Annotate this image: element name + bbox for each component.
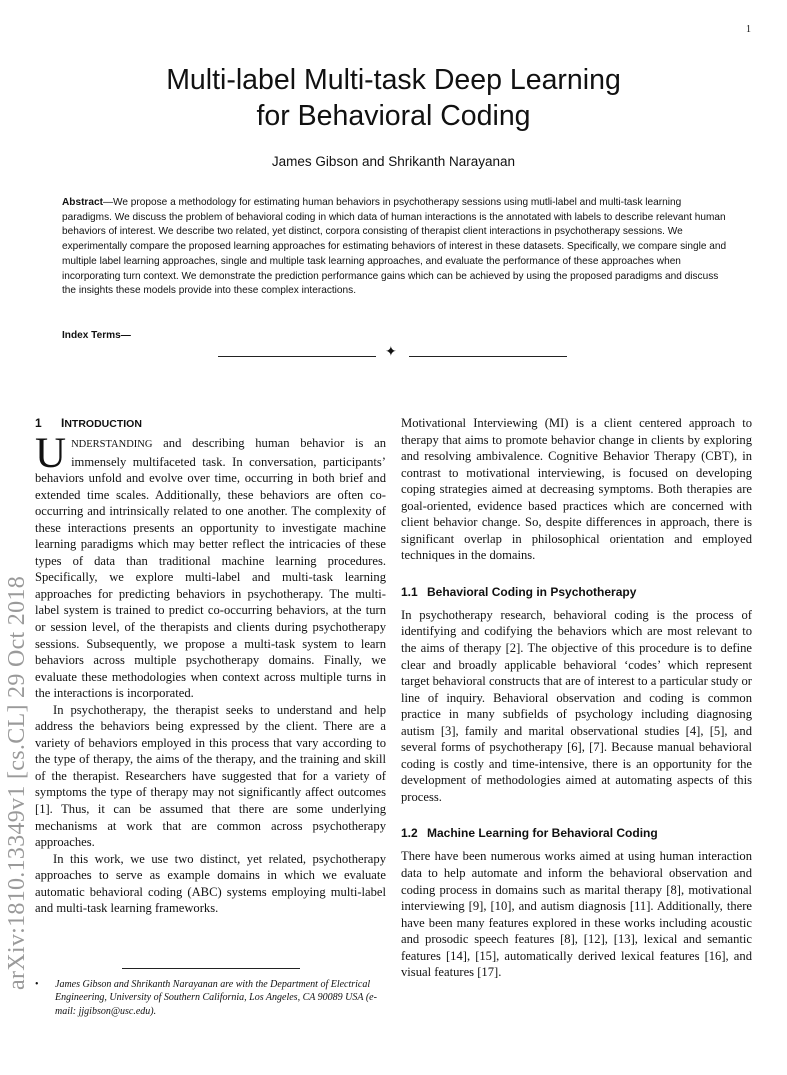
footnote-rule bbox=[122, 968, 300, 969]
title-line-2: for Behavioral Coding bbox=[256, 100, 531, 132]
intro-paragraph-1-text: and describing human behavior is an immensely multifaceted task. In conversation, participants’ behaviors unfold and evolve over time, occurring in both brief and extended time scales. Additionally, these behaviors are often co-occurring and intrinsically related to one another. The complexity of these interactions presents an opportunity to investigate machine learning paradigms which may better reflect the intricacies of these types of data than traditional machine learning procedures. Specifically, we explore multi-label and multi-task learning approaches for predicting behaviors in psychotherapy. The multi-label system is trained to predict co-occurring behaviors, at the turn or session level, of the therapists and clients during psychotherapy sessions. Subsequently, we propose a multi-task system to learn behaviors across multiple psychotherapy domains. Finally, we evaluate these methodologies when context across multiple turns in the interactions is incorporated. bbox=[35, 436, 386, 701]
subsection-number: 1.2 bbox=[401, 826, 418, 841]
footnote-text: James Gibson and Shrikanth Narayanan are with the Department of Electrical Engineering, University of Southern California, Los Angeles, CA 90089 USA (e-mail: jjgibson@usc.edu). bbox=[55, 979, 377, 1017]
behavioral-coding-paragraph: In psychotherapy research, behavioral coding is the process of identifying and codifying the behaviors which are most relevant to the aims of therapy [2]. The objective of this procedure is to define clear and broadly applicable behavioral ‘codes’ which represent target behavioral constructs that are of interest to a particular study or line of inquiry. Behavioral observation and coding is common practice in many subfields of psychology including diagnosing autism [3], family and marital observational studies [4], [5], and several forms of psychotherapy [6], [7]. Because manual behavioral coding is costly and time-intensive, there is an opportunity for the development of methodologies aimed at automating aspects of this process. bbox=[401, 607, 752, 804]
intro-paragraph-2: In psychotherapy, the therapist seeks to understand and help address the behaviors being expressed by the client. There are a variety of behaviors employed in this process that vary according to the type of therapy, the aims of the therapy, and the training and skill of the therapist. Researchers have suggested that for a variety of symptoms the type of therapy may not significantly affect outcomes [1]. Thus, it can be assumed that there are some underlying mechanisms at work that are common across psychotherapy approaches. bbox=[35, 702, 386, 850]
intro-smallcaps: NDERSTANDING bbox=[71, 439, 153, 450]
subsection-number: 1.1 bbox=[401, 584, 418, 599]
title-line-1: Multi-label Multi-task Deep Learning bbox=[166, 64, 621, 96]
subsection-title: Machine Learning for Behavioral Coding bbox=[427, 826, 658, 841]
intro-paragraph-3: In this work, we use two distinct, yet related, psychotherapy approaches to serve as example domains in which we evaluate automatic behavioral coding (ABC) systems employing multi-label and multi-task learning frameworks. bbox=[35, 851, 386, 916]
intro-paragraph-4: Motivational Interviewing (MI) is a client centered approach to therapy that aims to promote behavior change in clients by exploring and resolving ambivalence. Cognitive Behavior Therapy (CBT), in contrast to motivational interviewing, is focused on developing coping strategies aimed at decreasing symptoms. Both therapies are goal-oriented, evidence based practices which are concerned with client behavior change. So, despite differences in approach, there is significant overlap in philosophical orientation and employed techniques in the domains. bbox=[401, 416, 752, 563]
authors: James Gibson and Shrikanth Narayanan bbox=[271, 154, 516, 169]
footnote-bullet: • bbox=[35, 979, 39, 990]
machine-learning-paragraph: There have been numerous works aimed at using human interaction data to help automate and inform the behavioral observation and coding process in domains such as marital therapy [8], motivational interviewing [9], [10], and autism diagnosis [11]. Additionally, there have been many features explored in these works including acoustic and prosodic speech features [8], [12], [13], lexical and semantic features [14], [15], automatically derived lexical features [16], and visual features [17]. bbox=[401, 849, 752, 980]
divider-line-left bbox=[218, 356, 376, 357]
arxiv-stamp: arXiv:1810.13349v1 [cs.CL] 29 Oct 2018 bbox=[4, 575, 30, 990]
abstract bbox=[62, 196, 728, 299]
abstract-text: —We propose a methodology for estimating human behaviors in psychotherapy sessions using mutli-label and multi-task learning paradigms. We discuss the problem of behavioral coding in which data of human interactions is the annotated with labels to describe relevant human behaviors of interest. We describe two related, yet distinct, corpora consisting of therapist client interactions in psychotherapy sessions. We experimentally compare the proposed learning approaches for estimating behaviors of interest in these datasets. Specifically, we compare single and multiple label learning approaches, single and multiple task learning approaches, and evaluate the performance of these approaches when incorporating turn context. We demonstrate the prediction performance gains which can be achieved by using the proposed paradigms and discuss the insights these models provide into these complex interactions. bbox=[62, 197, 727, 297]
divider-star-icon: ✦ bbox=[385, 344, 397, 360]
paper-title bbox=[60, 62, 727, 134]
section-title-initial: I bbox=[61, 416, 65, 430]
author-footnote bbox=[35, 978, 386, 1018]
right-column bbox=[401, 415, 752, 981]
left-column bbox=[35, 415, 386, 917]
abstract-label: Abstract bbox=[62, 197, 103, 208]
section-heading-introduction bbox=[35, 415, 386, 432]
divider-line-right bbox=[409, 356, 567, 357]
section-title-rest: NTRODUCTION bbox=[64, 418, 142, 430]
index-terms: Index Terms— bbox=[62, 330, 131, 341]
drop-cap: U bbox=[35, 430, 67, 477]
section-number: 1 bbox=[35, 416, 42, 430]
subsection-heading-behavioral-coding bbox=[401, 584, 752, 600]
subsection-heading-machine-learning bbox=[401, 825, 752, 841]
subsection-title: Behavioral Coding in Psychotherapy bbox=[427, 584, 637, 599]
intro-paragraph-1 bbox=[35, 430, 386, 702]
page-number: 1 bbox=[746, 24, 751, 35]
